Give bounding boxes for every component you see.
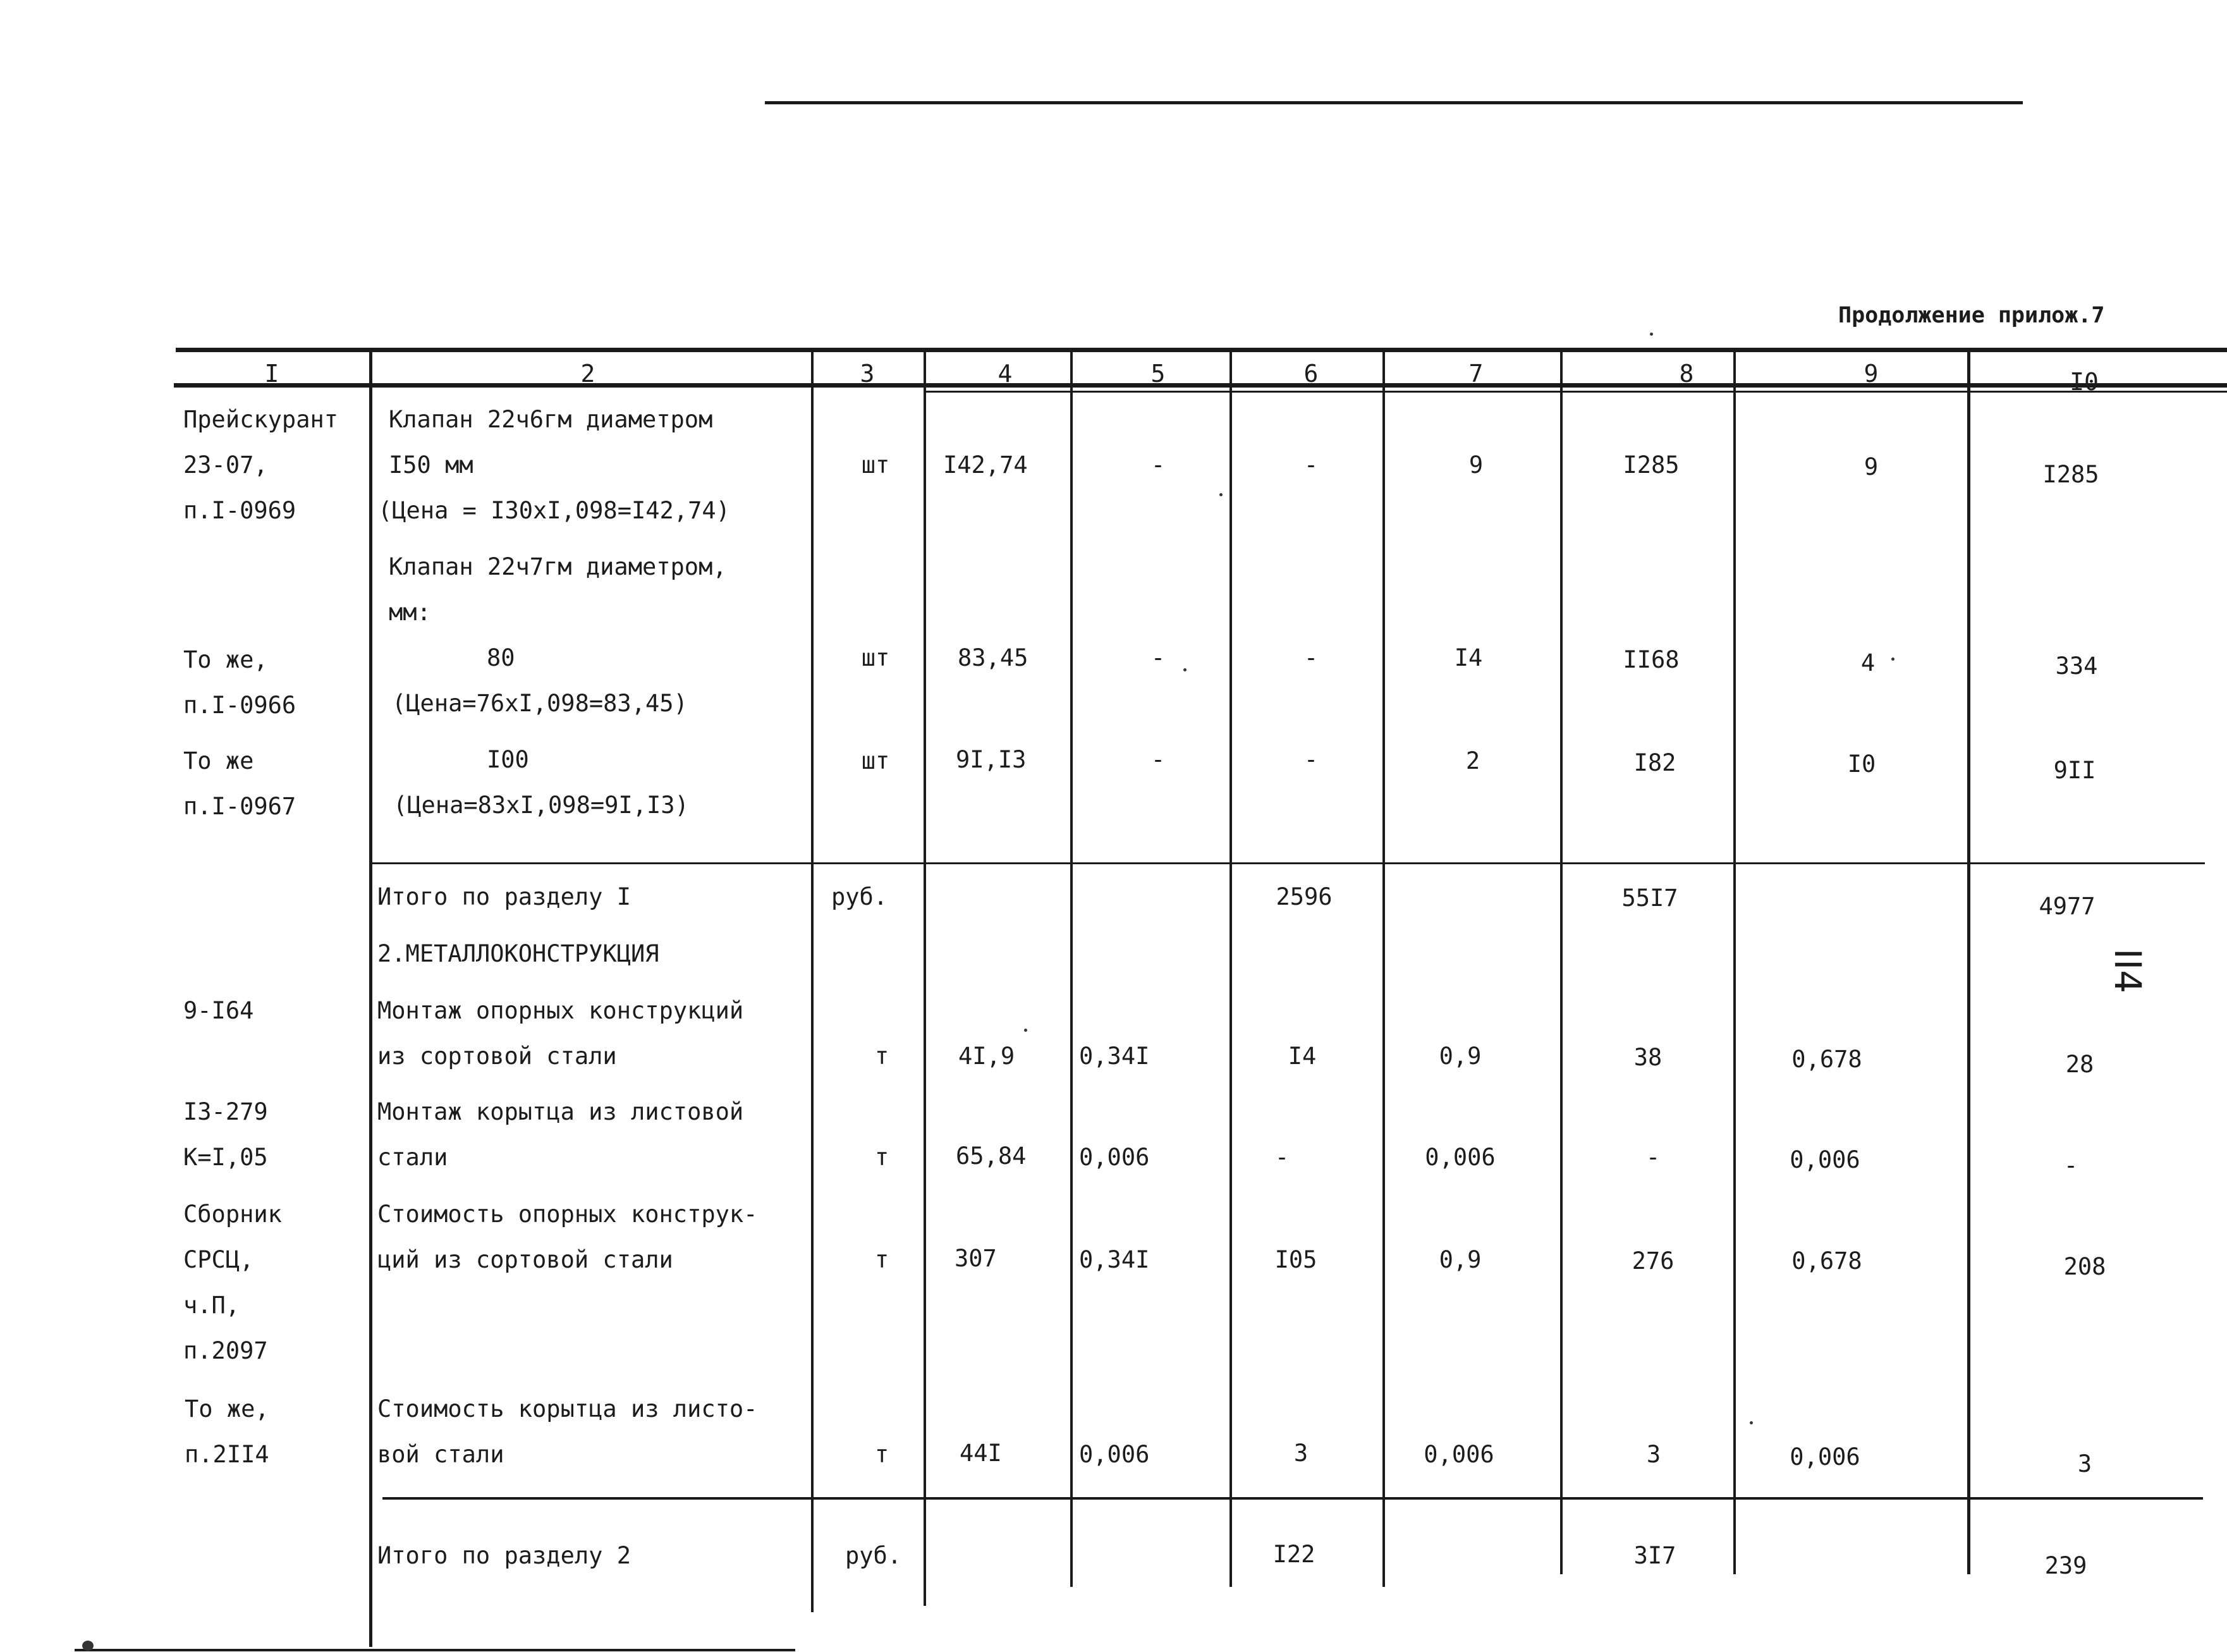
cell-col6: I22	[1272, 1541, 1315, 1568]
cell-col9: 0,678	[1791, 1247, 1862, 1275]
price-cell: 307	[955, 1245, 997, 1272]
name-line: (Цена=76xI,098=83,45)	[392, 690, 688, 717]
source-line: Прейскурант	[183, 406, 339, 433]
section-total-label: Итого по разделу I	[377, 883, 631, 910]
cell-col8: I285	[1623, 451, 1680, 479]
column-divider-4	[1070, 348, 1073, 1587]
unit-cell: шт	[861, 451, 890, 479]
cell-col7: I4	[1454, 644, 1483, 671]
cell-col10: 3	[2077, 1450, 2092, 1478]
name-line: Клапан 22ч6гм диаметром	[389, 406, 713, 433]
column-number: 8	[1679, 360, 1694, 388]
column-number: 5	[1150, 360, 1166, 388]
column-divider-7	[1560, 348, 1563, 1574]
cell-col8: 55I7	[1621, 884, 1678, 912]
cell-col6: -	[1303, 746, 1319, 773]
cell-col9: I0	[1847, 750, 1876, 778]
cell-col5: 0,006	[1079, 1144, 1150, 1171]
cell-col9: 4	[1860, 649, 1876, 676]
cell-col6: -	[1274, 1144, 1290, 1171]
cell-col6: I05	[1274, 1246, 1317, 1273]
cell-col6: -	[1303, 644, 1319, 671]
scan-speck	[1750, 1421, 1753, 1424]
continuation-caption: Продолжение прилож.7	[1838, 303, 2105, 328]
source-line: п.2097	[183, 1337, 268, 1364]
price-cell: 44I	[960, 1440, 1002, 1467]
unit-cell: шт	[861, 644, 890, 671]
cell-col10: 28	[2065, 1051, 2094, 1078]
cell-col7: 0,9	[1439, 1246, 1482, 1273]
source-line: п.2II4	[185, 1441, 269, 1468]
column-number: I	[264, 360, 279, 388]
name-line: Монтаж корытца из листовой	[377, 1098, 744, 1125]
name-line: из сортовой стали	[377, 1043, 617, 1070]
cell-col8: 276	[1632, 1247, 1675, 1275]
name-line: Стоимость корытца из листо-	[377, 1395, 758, 1423]
cell-col5: -	[1150, 746, 1166, 773]
column-divider-6	[1382, 348, 1385, 1587]
cell-col7: 0,006	[1425, 1144, 1496, 1171]
name-line: I00	[487, 746, 529, 773]
cell-col6: 2596	[1276, 883, 1333, 910]
column-divider-3	[924, 348, 926, 1606]
source-line: То же	[183, 747, 254, 774]
cell-col7: 0,006	[1424, 1441, 1494, 1468]
column-divider-5	[1229, 348, 1232, 1587]
cell-col10: 239	[2044, 1552, 2087, 1579]
scan-speck	[1650, 333, 1653, 336]
column-number: 9	[1864, 360, 1879, 388]
column-number: 2	[580, 360, 595, 388]
cell-col10: 9II	[2053, 757, 2096, 784]
unit-cell: шт	[861, 747, 890, 774]
cell-col8: II68	[1623, 646, 1680, 673]
source-line: ч.П,	[183, 1292, 240, 1319]
cell-col8: I82	[1633, 749, 1676, 776]
source-line: Сборник	[183, 1201, 282, 1228]
column-number: 6	[1303, 360, 1319, 388]
section-heading: 2.МЕТАЛЛОКОНСТРУКЦИЯ	[377, 940, 659, 967]
column-number: 4	[998, 360, 1013, 388]
name-line: I50 мм	[389, 451, 473, 479]
column-numbers-inner-rule	[925, 391, 2227, 393]
name-line: стали	[377, 1144, 448, 1171]
cell-col10: -	[2063, 1152, 2078, 1179]
cell-col5: -	[1150, 644, 1166, 671]
page-number: II4	[2106, 948, 2149, 994]
name-line: (Цена=83xI,098=9I,I3)	[393, 792, 689, 819]
cell-col9: 0,006	[1790, 1146, 1860, 1173]
section-total-label: Итого по разделу 2	[377, 1542, 631, 1569]
cell-col9: 0,678	[1791, 1046, 1862, 1073]
source-line: п.I-0966	[183, 692, 296, 719]
cell-col9: 0,006	[1790, 1443, 1860, 1471]
source-line: СРСЦ,	[183, 1246, 254, 1273]
source-line: К=I,05	[183, 1144, 268, 1171]
section-2-total-rule	[382, 1497, 2203, 1500]
cell-col7: 0,9	[1439, 1043, 1482, 1070]
cell-col6: -	[1303, 451, 1319, 479]
name-line: Стоимость опорных конструк-	[377, 1201, 758, 1228]
source-line: 9-I64	[183, 997, 254, 1024]
cell-col10: 334	[2055, 652, 2098, 680]
name-line: вой стали	[377, 1441, 504, 1468]
scan-speck	[1891, 658, 1894, 661]
source-line: 23-07,	[183, 451, 268, 479]
name-line: 80	[487, 644, 515, 671]
unit-cell: т	[874, 1441, 889, 1468]
scan-speck	[1183, 668, 1187, 671]
column-divider-2	[811, 348, 814, 1612]
source-line: п.I-0969	[183, 497, 296, 524]
name-line: (Цена = I30xI,098=I42,74)	[378, 497, 730, 524]
column-divider-9	[1967, 348, 1970, 1574]
cell-col5: 0,006	[1079, 1441, 1150, 1468]
scan-speck	[1219, 493, 1223, 496]
name-line: мм:	[389, 599, 431, 626]
name-line: Монтаж опорных конструкций	[377, 997, 744, 1024]
source-line: I3-279	[183, 1098, 268, 1125]
cell-col8: 3	[1646, 1441, 1661, 1468]
cell-col9: 9	[1864, 453, 1879, 480]
cell-col5: -	[1150, 451, 1166, 479]
name-line: ций из сортовой стали	[377, 1246, 673, 1273]
cell-col8: -	[1645, 1144, 1661, 1171]
cell-col5: 0,34I	[1079, 1246, 1150, 1273]
cell-col6: I4	[1288, 1043, 1317, 1070]
price-cell: 9I,I3	[956, 746, 1027, 773]
source-line: п.I-0967	[183, 793, 296, 820]
cell-col10: 4977	[2039, 893, 2096, 920]
source-line: То же,	[185, 1395, 269, 1423]
cell-col6: 3	[1293, 1440, 1309, 1467]
price-cell: 83,45	[958, 644, 1028, 671]
cell-col10: I285	[2042, 461, 2099, 488]
scan-speck	[1024, 1029, 1027, 1032]
column-number: I0	[2070, 368, 2099, 396]
column-number: 7	[1468, 360, 1484, 388]
cell-col7: 2	[1465, 747, 1480, 774]
price-cell: 65,84	[956, 1142, 1027, 1170]
column-numbers-bottom-rule	[174, 383, 2227, 388]
column-divider-8	[1733, 348, 1736, 1574]
unit-cell: руб.	[845, 1542, 902, 1569]
column-number: 3	[860, 360, 875, 388]
column-divider-1	[369, 348, 372, 1647]
cell-col7: 9	[1468, 451, 1484, 479]
unit-cell: т	[874, 1144, 889, 1171]
unit-cell: т	[874, 1246, 889, 1273]
cell-col10: 208	[2063, 1253, 2106, 1280]
top-scan-stroke	[765, 101, 2023, 104]
scan-speck	[82, 1641, 94, 1651]
unit-cell: руб.	[831, 883, 888, 910]
table-top-rule	[176, 348, 2227, 352]
cell-col5: 0,34I	[1079, 1043, 1150, 1070]
unit-cell: т	[874, 1043, 889, 1070]
cell-col8: 38	[1633, 1044, 1663, 1071]
price-cell: 4I,9	[958, 1043, 1015, 1070]
price-cell: I42,74	[943, 451, 1028, 479]
page-bottom-rule	[75, 1649, 795, 1651]
source-line: То же,	[183, 646, 268, 673]
section-1-total-rule	[372, 862, 2205, 864]
cell-col8: 3I7	[1633, 1542, 1676, 1569]
name-line: Клапан 22ч7гм диаметром,	[389, 553, 727, 580]
